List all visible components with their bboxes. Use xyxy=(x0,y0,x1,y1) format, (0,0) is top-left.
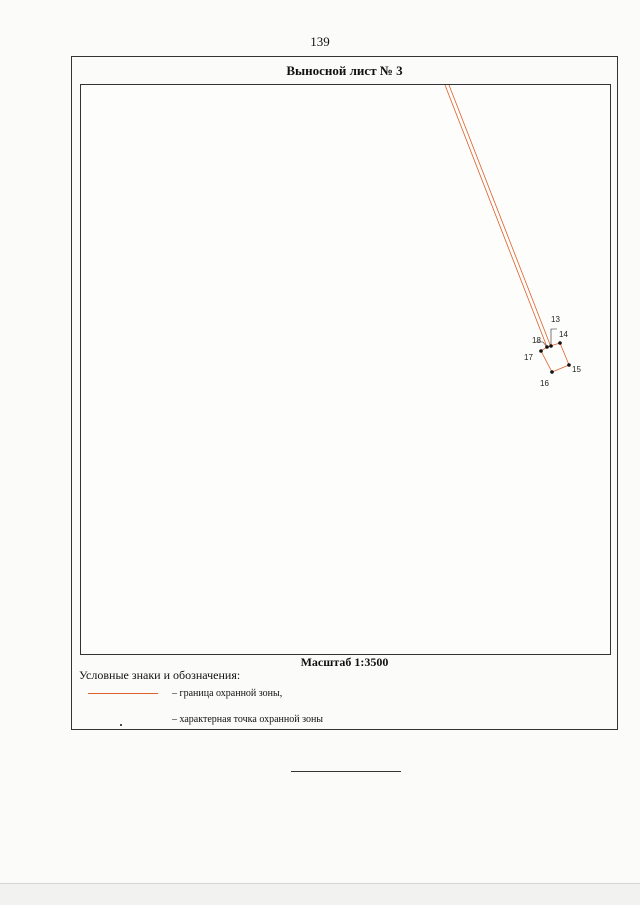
point-label-15: 15 xyxy=(572,365,581,374)
leader-13 xyxy=(551,329,557,346)
legend-title: Условные знаки и обозначения: xyxy=(79,668,241,682)
legend-boundary-text: – граница охранной зоны, xyxy=(172,688,283,699)
point-16-marker xyxy=(550,370,554,374)
point-label-18: 18 xyxy=(532,336,541,345)
legend-point-text: – характерная точка охранной зоны xyxy=(172,714,324,725)
point-label-14: 14 xyxy=(559,330,568,339)
point-label-17: 17 xyxy=(524,353,533,362)
legend-point-symbol xyxy=(120,724,122,726)
corridor-line-right xyxy=(449,85,551,347)
page-number: 139 xyxy=(310,34,330,49)
map-area xyxy=(80,84,611,655)
point-17-marker xyxy=(539,349,543,353)
corridor-line-left xyxy=(445,85,547,347)
point-13-marker xyxy=(549,344,553,348)
zone-polygon xyxy=(541,343,569,372)
point-14-marker xyxy=(558,341,562,345)
point-18-marker xyxy=(545,345,549,349)
sheet-title: Выносной лист № 3 xyxy=(286,63,403,78)
point-label-16: 16 xyxy=(540,379,549,388)
point-15-marker xyxy=(567,363,571,367)
map-scale: Масштаб 1:3500 xyxy=(300,655,389,669)
footnote-separator xyxy=(291,771,401,772)
legend-boundary-line-symbol xyxy=(88,693,158,694)
point-label-13: 13 xyxy=(551,315,560,324)
protection-zone-map xyxy=(81,85,612,656)
sheet-frame xyxy=(71,56,618,730)
